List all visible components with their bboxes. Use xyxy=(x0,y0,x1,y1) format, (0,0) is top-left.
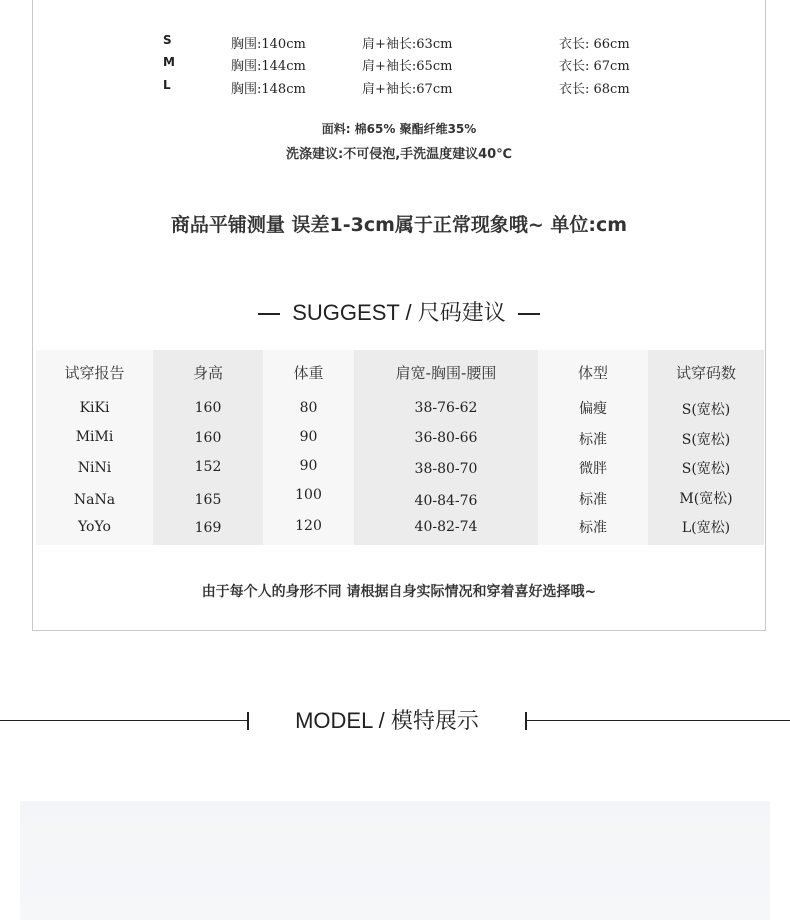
column-body-type xyxy=(538,350,648,545)
shoulder-sleeve-value: 肩+袖长:67cm xyxy=(362,82,453,97)
model-heading-text: MODEL / 模特展示 xyxy=(295,708,479,733)
length-value: 衣长: 66cm xyxy=(559,37,630,52)
table-cell: KiKi xyxy=(79,400,110,416)
table-cell: S(宽松) xyxy=(681,461,731,477)
wash-instructions: 洗涤建议:不可侵泡,手洗温度建议40℃ xyxy=(286,147,512,162)
column-measurements xyxy=(354,350,538,545)
table-cell: 标准 xyxy=(579,520,607,536)
table-cell: L(宽松) xyxy=(681,520,731,536)
size-label: S xyxy=(163,33,172,47)
column-header: 体重 xyxy=(293,364,324,382)
table-cell: 38-80-70 xyxy=(414,461,478,477)
heading-line-right xyxy=(527,720,790,721)
chest-value: 胸围:140cm xyxy=(231,37,306,52)
fit-note: 由于每个人的身形不同 请根据自身实际情况和穿着喜好选择哦~ xyxy=(201,584,597,600)
column-fit-size xyxy=(648,350,764,545)
table-cell: 160 xyxy=(194,430,222,446)
shoulder-sleeve-value: 肩+袖长:63cm xyxy=(362,37,453,52)
model-photo xyxy=(20,801,770,920)
column-header: 肩宽-胸围-腰围 xyxy=(395,364,497,382)
shoulder-sleeve-value: 肩+袖长:65cm xyxy=(362,59,453,74)
length-value: 衣长: 67cm xyxy=(559,59,630,74)
heading-tick-right xyxy=(525,712,527,730)
table-cell: 90 xyxy=(299,429,318,445)
measurement-note: 商品平铺测量 误差1-3cm属于正常现象哦~ 单位:cm xyxy=(170,214,628,236)
model-heading xyxy=(0,704,790,736)
column-header: 体型 xyxy=(577,364,608,382)
heading-line-left xyxy=(0,720,248,721)
table-cell: 120 xyxy=(295,518,322,534)
suggest-heading xyxy=(33,296,765,327)
table-cell: 40-84-76 xyxy=(414,493,478,509)
table-cell: S(宽松) xyxy=(681,402,731,418)
table-cell: 169 xyxy=(194,520,222,536)
column-weight xyxy=(263,350,354,545)
table-cell: 165 xyxy=(194,492,222,508)
table-cell: 标准 xyxy=(579,492,607,508)
suggest-heading-text: SUGGEST / 尺码建议 xyxy=(292,300,506,325)
column-header: 身高 xyxy=(192,364,223,382)
size-info-card xyxy=(32,0,766,631)
size-label: M xyxy=(163,55,175,69)
chest-value: 胸围:148cm xyxy=(231,82,306,97)
table-cell: 微胖 xyxy=(579,461,607,477)
table-cell: 标准 xyxy=(579,432,607,448)
table-cell: MiMi xyxy=(75,429,114,445)
material-text: 面料: 棉65% 聚酯纤维35% xyxy=(321,122,477,136)
size-row-m xyxy=(33,55,765,75)
size-row-l xyxy=(33,78,765,98)
heading-dash-left xyxy=(258,313,280,315)
length-value: 衣长: 68cm xyxy=(559,82,630,97)
suggest-table xyxy=(36,350,764,545)
column-header: 试穿码数 xyxy=(675,364,736,382)
table-cell: 36-80-66 xyxy=(414,430,478,446)
table-cell: M(宽松) xyxy=(679,491,733,507)
size-label: L xyxy=(163,78,171,92)
chest-value: 胸围:144cm xyxy=(231,59,306,74)
table-cell: 100 xyxy=(295,487,322,503)
table-cell: S(宽松) xyxy=(681,432,731,448)
heading-dash-right xyxy=(518,313,540,315)
size-row-s xyxy=(33,33,765,53)
column-header: 试穿报告 xyxy=(64,364,125,382)
table-cell: 38-76-62 xyxy=(414,400,478,416)
column-report xyxy=(36,350,153,545)
table-cell: NaNa xyxy=(73,492,116,508)
table-cell: 160 xyxy=(194,400,222,416)
table-cell: 40-82-74 xyxy=(414,519,478,535)
table-cell: YoYo xyxy=(78,519,111,535)
table-cell: NiNi xyxy=(77,460,112,476)
table-cell: 152 xyxy=(194,459,222,475)
table-cell: 80 xyxy=(299,400,318,416)
column-height xyxy=(153,350,263,545)
table-cell: 偏瘦 xyxy=(579,401,607,417)
table-cell: 90 xyxy=(299,458,318,474)
